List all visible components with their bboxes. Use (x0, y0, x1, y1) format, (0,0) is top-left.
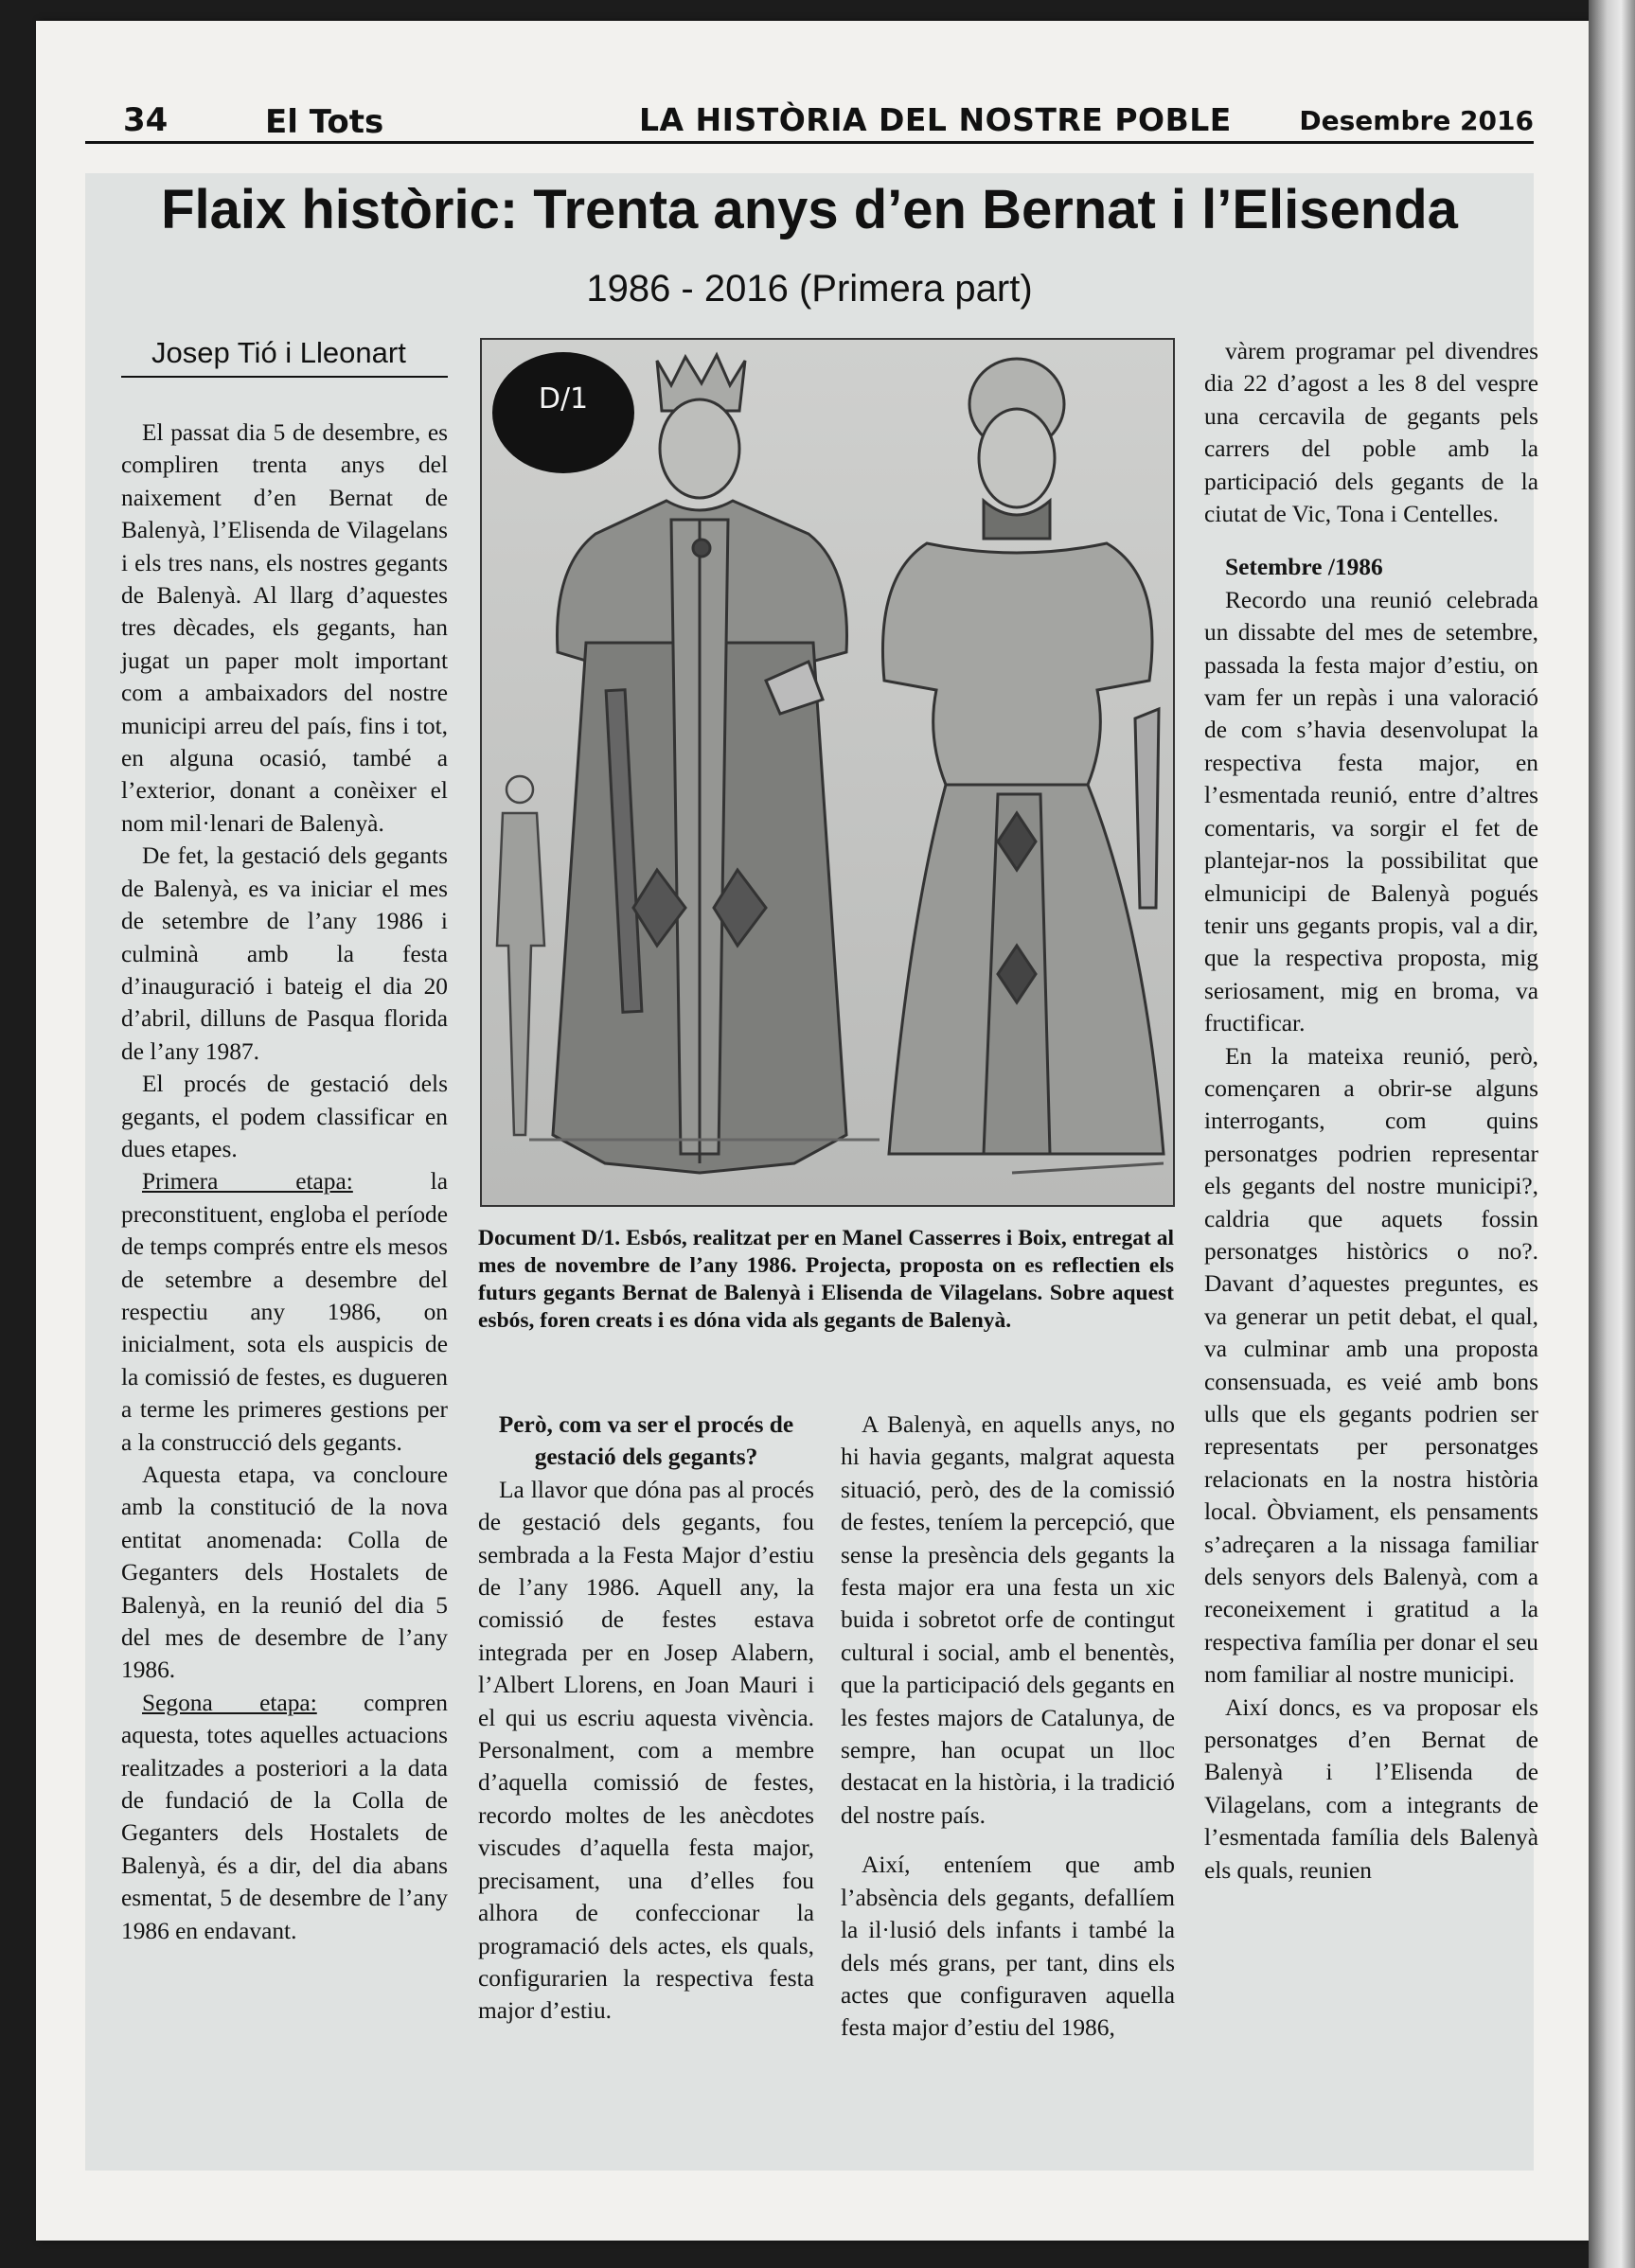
paragraph: El procés de gestació dels gegants, el podem classificar en dues etapes. (121, 1071, 448, 1162)
paragraph: A Balenyà, en aquells anys, no hi havia gegants, malgrat aquesta situació, però, des de la comissió de festes, teníem la percepció, que sense la presència dels gegants la festa major era una festa un xic buida i sobretot orfe de contingut cultural i social, amb el benentès, que la participació dels gegants en les festes majors de Catalunya, de sempre, han ocupat un lloc destacat en la història, i la tradició del nostre país. (841, 1411, 1175, 1829)
paragraph: De fet, la gestació dels gegants de Balenyà, es va iniciar el mes de setembre de l’any 1986 i culminà amb la festa d’inauguració i bateig el dia 20 d’abril, dilluns de Pasqua florida de l’any 1987. (121, 842, 448, 1065)
section-heading: Setembre /1986 (1225, 554, 1383, 581)
paragraph-text: la preconstituent, engloba el període de temps comprés entre els mesos de setembre a desembre del respectiu any 1986, on inicialment, sota els auspicis de la comissió de festes, es dugueren a terme les primeres gestions per a la construcció dels gegants. (121, 1168, 448, 1456)
paragraph: Recordo una reunió celebrada un dissabte del mes de setembre, passada la festa major d’estiu, on vam fer un repàs i una valoració de com s’havia desenvolupat la respectiva festa major, en l’esmentada reunió, entre d’altres comentaris, va sorgir el fet de plantejar-nos la possibilitat que elmunicipi de Balenyà pogués tenir uns gegants propis, val a dir, que la respectiva proposta, mig seriosament, mig en broma, va fructificar. (1204, 586, 1538, 1037)
column-1 (121, 416, 448, 1947)
column-3 (841, 1399, 1175, 2045)
section-heading: Però, com va ser el procés de gestació dels gegants? (498, 1411, 794, 1471)
paragraph (121, 1165, 448, 1459)
column-4 (1204, 335, 1538, 1887)
article-title: Flaix històric: Trenta anys d’en Bernat i l’Elisenda (161, 179, 1458, 240)
paragraph: En la mateixa reunió, però, començaren a obrir-se alguns interrogants, com quins personatges podrien representar els gegants del nostre municipi?, caldria que aquets fossin personatges històrics o no?. Davant d’aquestes preguntes, es va generar un petit debat, el qual, va culminar amb una proposta consensuada, es veié amb bons ulls que els gegants podrien ser representats per personatges relacionats en la nostra història local. Òbviament, els pensaments s’adreçaren a la nissaga familiar dels senyors dels Balenyà, com a reconeixement i gratitud a la respectiva família per donar el seu nom familiar al nostre municipi. (1204, 1042, 1538, 1689)
figure-caption: Document D/1. Esbós, realitzat per en Manel Casserres i Boix, entregat al mes de novembre de l’any 1986. Projecta, proposta on es reflectien els futurs gegants Bernat de Balenyà i Elisenda de Vilagelans. Sobre aquest esbós, foren creats i es dóna vida als gegants de Balenyà. (478, 1226, 1174, 1333)
paragraph (121, 1687, 448, 1947)
paragraph: El passat dia 5 de desembre, es compliren trenta anys del naixement d’en Bernat de Balenyà, l’Elisenda de Vilagelans i els tres nans, els nostres gegants de Balenyà. Al llarg d’aquestes tres dècades, els gegants, han jugat un paper molt important com a ambaixadors del nostre municipi arreu del país, fins i tot, en alguna ocasió, també a l’exterior, donant a conèixer el nom mil·lenari de Balenyà. (121, 419, 448, 837)
page-number: 34 (123, 101, 169, 139)
paragraph: Així, enteníem que amb l’absència dels gegants, defallíem la il·lusió dels infants i també la dels més grans, per tant, dins els actes que configuraven aquella festa major d’estiu del 1986, (841, 1852, 1175, 2042)
stage-label: Primera etapa: (142, 1168, 353, 1196)
issue-date: Desembre 2016 (1299, 105, 1534, 136)
document-badge: D/1 (492, 352, 634, 473)
page-header (85, 99, 1534, 144)
paragraph: Així doncs, es va proposar els personatges d’en Bernat de Balenyà i l’Elisenda de Vilagelans, com a integrants de l’esmentada família dels Balenyà els quals, reunien (1204, 1693, 1538, 1884)
page-edge (1589, 0, 1635, 2268)
stage-label: Segona etapa: (142, 1689, 317, 1716)
paragraph: La llavor que dóna pas al procés de gestació dels gegants, fou sembrada a la Festa Major d’estiu de l’any 1986. Aquell any, la comissió de festes estava integrada per en Josep Alabern, l’Albert Llorens, en Joan Mauri i el qui us escriu aquesta vivència. Personalment, com a membre d’aquella comissió de festes, recordo moltes de les anècdotes viscudes d’aquella festa major, precisament, una d’elles fou alhora de confeccionar la programació dels actes, els quals, configurarien la respectiva festa major d’estiu. (478, 1476, 814, 2025)
section-title: LA HISTÒRIA DEL NOSTRE POBLE (639, 101, 1232, 138)
paragraph-text: compren aquesta, totes aquelles actuacions realitzades a posteriori a la data de fundació de la Colla de Geganters dels Hostalets de Balenyà, és a dir, del dia abans esmentat, 5 de desembre de l’any 1986 en endavant. (121, 1689, 448, 1944)
paragraph: Aquesta etapa, va concloure amb la constitució de la nova entitat anomenada: Colla de Geganters dels Hostalets de Balenyà, en la reunió del dia 5 del mes de desembre de l’any 1986. (121, 1462, 448, 1684)
column-2 (478, 1399, 814, 2028)
article-subtitle: 1986 - 2016 (Primera part) (586, 268, 1033, 310)
magazine-name: El Tots (265, 103, 384, 141)
paragraph: vàrem programar pel divendres dia 22 d’agost a les 8 del vespre una cercavila de gegants pels carrers del poble amb la participació dels gegants de la ciutat de Vic, Tona i Centelles. (1204, 338, 1538, 528)
article-author: Josep Tió i Lleonart (121, 336, 448, 378)
